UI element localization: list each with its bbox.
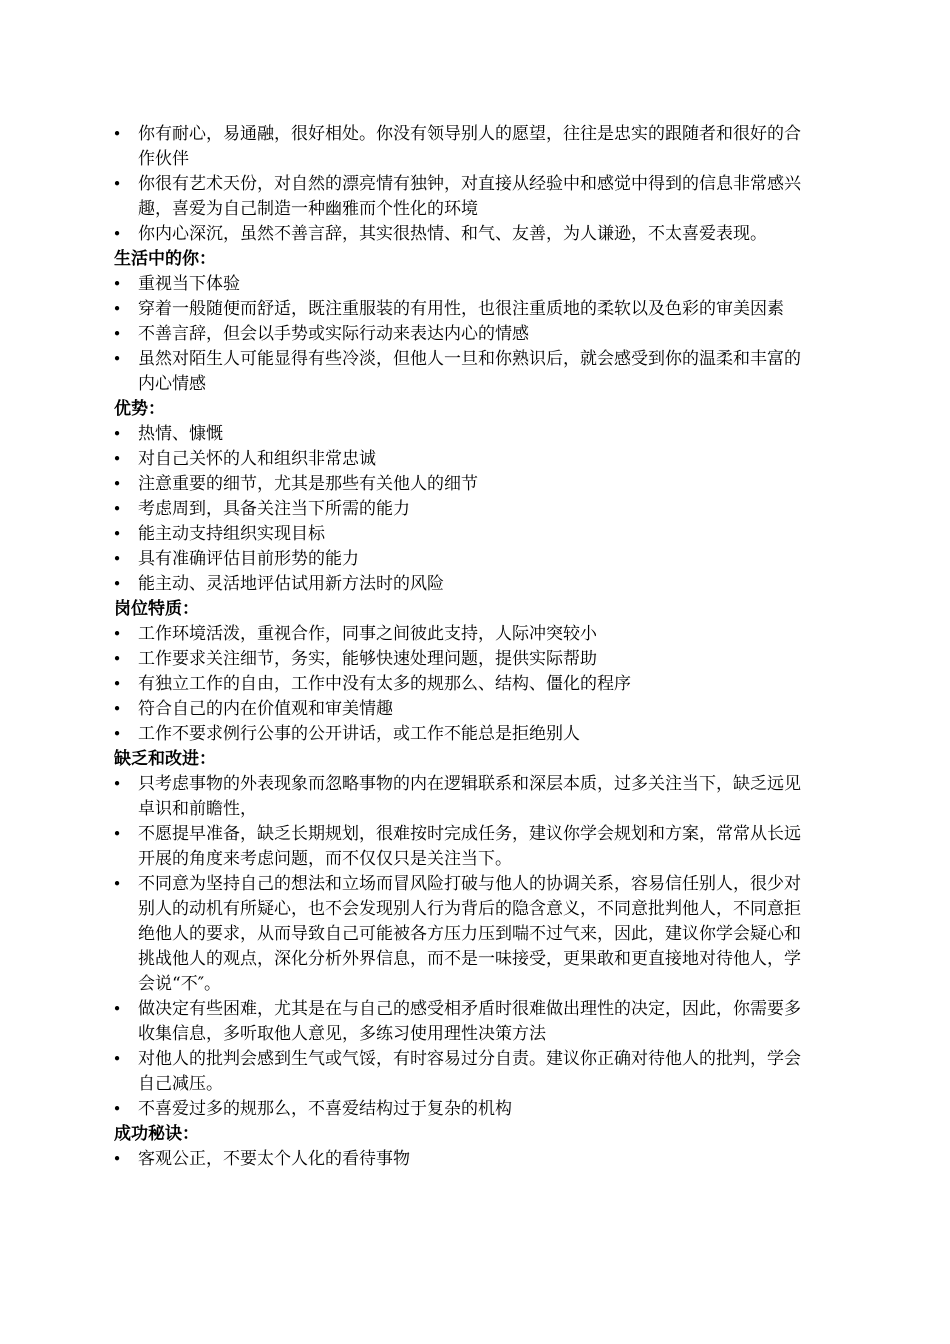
list-item-text: 不善言辞，但会以手势或实际行动来表达内心的情感 [138,324,529,344]
bullet-list [0,772,950,1122]
list-item-text: 考虑周到，具备关注当下所需的能力 [138,499,410,519]
bullet-icon: • [112,625,122,643]
list-item-text: 能主动、灵活地评估试用新方法时的风险 [138,574,444,594]
bullet-icon: • [112,500,122,518]
list-item-text: 不同意为坚持自己的想法和立场而冒风险打破与他人的协调关系，容易信任别人，很少对别人的动机有所疑心，也不会发现别人行为背后的隐含意义，不同意批判他人，不同意拒绝他人的要求，从而导致自己可能被各方压力压到喘不过气来，因此，建议你学会疑心和挑战他人的观点，深化分析外界信息，而不是一味接受，更果敢和更直接地对待他人，学会说“不″。 [138,874,801,994]
bullet-list [0,622,950,747]
list-item [0,1147,810,1172]
section-heading: 生活中的你： [114,249,216,269]
bullet-list [0,422,950,597]
list-item [0,422,810,447]
document-content [0,122,950,1172]
section-2 [0,397,950,597]
list-item-text: 只考虑事物的外表现象而忽略事物的内在逻辑联系和深层本质，过多关注当下，缺乏远见卓识和前瞻性， [138,774,801,819]
list-item-text: 能主动支持组织实现目标 [138,524,325,544]
list-item [0,297,810,322]
list-item-text: 虽然对陌生人可能显得有些冷淡，但他人一旦和你熟识后，就会感受到你的温柔和丰富的内心情感 [138,349,801,394]
list-item-text: 重视当下体验 [138,274,240,294]
list-item-text: 热情、慷慨 [138,424,223,444]
section-3 [0,597,950,747]
list-item-text: 注意重要的细节，尤其是那些有关他人的细节 [138,474,478,494]
list-item [0,697,810,722]
list-item [0,622,810,647]
list-item-text: 你有耐心，易通融，很好相处。你没有领导别人的愿望，往往是忠实的跟随者和很好的合作伙伴 [138,124,801,169]
list-item [0,472,810,497]
bullet-icon: • [112,300,122,318]
list-item [0,572,810,597]
list-item [0,322,810,347]
section-5 [0,1122,950,1172]
list-item [0,647,810,672]
list-item [0,347,810,397]
list-item-text: 对他人的批判会感到生气或气馁，有时容易过分自责。建议你正确对待他人的批判，学会自己减压。 [138,1049,801,1094]
list-item-text: 客观公正，不要太个人化的看待事物 [138,1149,410,1169]
list-item-text: 不愿提早准备，缺乏长期规划，很难按时完成任务，建议你学会规划和方案，常常从长远开展的角度来考虑问题，而不仅仅只是关注当下。 [138,824,801,869]
bullet-list [0,272,950,397]
list-item [0,272,810,297]
bullet-icon: • [112,825,122,843]
list-item-text: 符合自己的内在价值观和审美情趣 [138,699,393,719]
list-item [0,997,810,1047]
bullet-icon: • [112,525,122,543]
list-item-text: 不喜爱过多的规那么，不喜爱结构过于复杂的机构 [138,1099,512,1119]
list-item [0,672,810,697]
bullet-icon: • [112,350,122,368]
list-item [0,722,810,747]
section-4 [0,747,950,1122]
list-item [0,497,810,522]
section-heading: 优势： [114,399,165,419]
bullet-icon: • [112,575,122,593]
bullet-icon: • [112,700,122,718]
bullet-icon: • [112,1150,122,1168]
list-item [0,1047,810,1097]
bullet-icon: • [112,775,122,793]
list-item-text: 做决定有些困难，尤其是在与自己的感受相矛盾时很难做出理性的决定，因此，你需要多收集信息，多听取他人意见，多练习使用理性决策方法 [138,999,801,1044]
list-item-text: 工作不要求例行公事的公开讲话，或工作不能总是拒绝别人 [138,724,580,744]
list-item-text: 对自己关怀的人和组织非常忠诚 [138,449,376,469]
bullet-icon: • [112,475,122,493]
bullet-icon: • [112,1100,122,1118]
bullet-list [0,1147,950,1172]
bullet-icon: • [112,125,122,143]
list-item-text: 你内心深沉，虽然不善言辞，其实很热情、和气、友善，为人谦逊，不太喜爱表现。 [138,224,767,244]
list-item-text: 工作要求关注细节，务实，能够快速处理问题，提供实际帮助 [138,649,597,669]
list-item [0,772,810,822]
document-page [0,122,950,1172]
list-item [0,872,810,997]
list-item [0,122,810,172]
bullet-icon: • [112,425,122,443]
bullet-icon: • [112,450,122,468]
bullet-icon: • [112,650,122,668]
list-item [0,1097,810,1122]
list-item [0,822,810,872]
bullet-icon: • [112,875,122,893]
list-item [0,172,810,222]
list-item [0,447,810,472]
list-item-text: 穿着一般随便而舒适，既注重服装的有用性，也很注重质地的柔软以及色彩的审美因素 [138,299,784,319]
list-item [0,222,810,247]
section-heading: 成功秘诀： [114,1124,199,1144]
bullet-icon: • [112,725,122,743]
bullet-icon: • [112,175,122,193]
bullet-list [0,122,950,247]
bullet-icon: • [112,675,122,693]
list-item-text: 有独立工作的自由，工作中没有太多的规那么、结构、僵化的程序 [138,674,631,694]
bullet-icon: • [112,1000,122,1018]
bullet-icon: • [112,225,122,243]
list-item-text: 你很有艺术天份，对自然的漂亮情有独钟，对直接从经验中和感觉中得到的信息非常感兴趣，喜爱为自己制造一种幽雅而个性化的环境 [138,174,801,219]
list-item-text: 工作环境活泼，重视合作，同事之间彼此支持，人际冲突较小 [138,624,597,644]
section-1 [0,247,950,397]
section-heading: 缺乏和改进： [114,749,216,769]
bullet-icon: • [112,550,122,568]
list-item [0,547,810,572]
section-0 [0,122,950,247]
bullet-icon: • [112,275,122,293]
bullet-icon: • [112,1050,122,1068]
bullet-icon: • [112,325,122,343]
list-item [0,522,810,547]
list-item-text: 具有准确评估目前形势的能力 [138,549,359,569]
section-heading: 岗位特质： [114,599,199,619]
